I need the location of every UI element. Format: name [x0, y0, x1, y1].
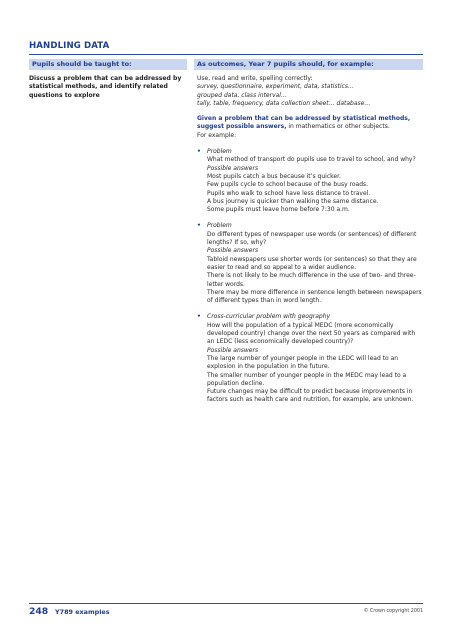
answer-line: The smaller number of younger people in the MEDC may lead to a population decline.: [207, 371, 407, 387]
answer-line: Few pupils cycle to school because of the busy roads.: [207, 181, 369, 189]
section-title: HANDLING DATA: [29, 41, 110, 51]
example-label: Problem: [207, 222, 232, 230]
answer-line: A bus journey is quicker than walking the same distance.: [207, 197, 379, 205]
vocab-intro: Use, read and write, spelling correctly:: [197, 75, 313, 82]
answer-line: Some pupils must leave home before 7:30 a.m.: [207, 206, 350, 214]
footer-label: Y789 examples: [55, 608, 110, 616]
outcomes-column: [197, 75, 423, 405]
vocab-line-3: tally, table, frequency, data collection sheet… database…: [197, 99, 371, 107]
header-rule: [29, 54, 423, 55]
given-problem-bold: Given a problem that can be addressed by statistical methods, suggest possible answers,: [197, 115, 411, 131]
answers-label: Possible answers: [207, 346, 259, 354]
example-item: [197, 148, 423, 214]
answer-line: The large number of younger people in the LEDC will lead to an explosion in the population in the future.: [207, 354, 399, 371]
page-number: 248: [29, 606, 49, 617]
example-question: How will the population of a typical MEDC (more economically developed country) change over the next 50 years as compared with an LEDC (less economically developed country)?: [207, 321, 416, 346]
answer-line: Future changes may be difficult to predict because improvements in factors such as health care and nutrition, for example, are unknown.: [207, 388, 414, 404]
answer-line: Tabloid newspapers use shorter words (or sentences) so that they are easier to read and so appeal to a wider audience.: [207, 255, 417, 271]
objective-text: Discuss a problem that can be addressed by statistical methods, and identify related questions to explore: [29, 75, 182, 99]
vocab-line-2: grouped data, class interval…: [197, 91, 287, 99]
bullet-icon: •: [197, 222, 201, 230]
example-label: Problem: [207, 148, 232, 156]
for-example-text: For example:: [197, 131, 237, 139]
bullet-icon: •: [197, 148, 201, 156]
bullet-icon: •: [197, 313, 201, 321]
example-question: Do different types of newspaper use words (or sentences) of different lengths? If so, why?: [207, 230, 417, 247]
footer-rule: [29, 603, 423, 604]
copyright-notice: © Crown copyright 2001: [363, 609, 423, 614]
right-column-heading: As outcomes, Year 7 pupils should, for example:: [194, 59, 423, 70]
answers-label: Possible answers: [207, 164, 259, 172]
answer-line: There is not likely to be much difference in the use of two- and three-letter words.: [207, 272, 416, 288]
answers-label: Possible answers: [207, 247, 259, 255]
given-problem-rest: in mathematics or other subjects.: [286, 123, 390, 131]
left-column-heading: Pupils should be taught to:: [29, 59, 187, 70]
example-label: Cross-curricular problem with geography: [207, 313, 331, 321]
answer-line: Pupils who walk to school have less distance to travel.: [207, 189, 371, 197]
example-question: What method of transport do pupils use to travel to school, and why?: [207, 156, 416, 164]
vocab-line-1: survey, questionnaire, experiment, data, statistics…: [197, 83, 355, 91]
given-problem-paragraph: [197, 115, 423, 132]
example-item: [197, 222, 423, 305]
answer-line: Most pupils catch a bus because it’s quicker.: [207, 172, 341, 180]
answer-line: There may be more difference in sentence length between newspapers of different types than in word length.: [207, 288, 422, 305]
example-item: [197, 313, 423, 404]
